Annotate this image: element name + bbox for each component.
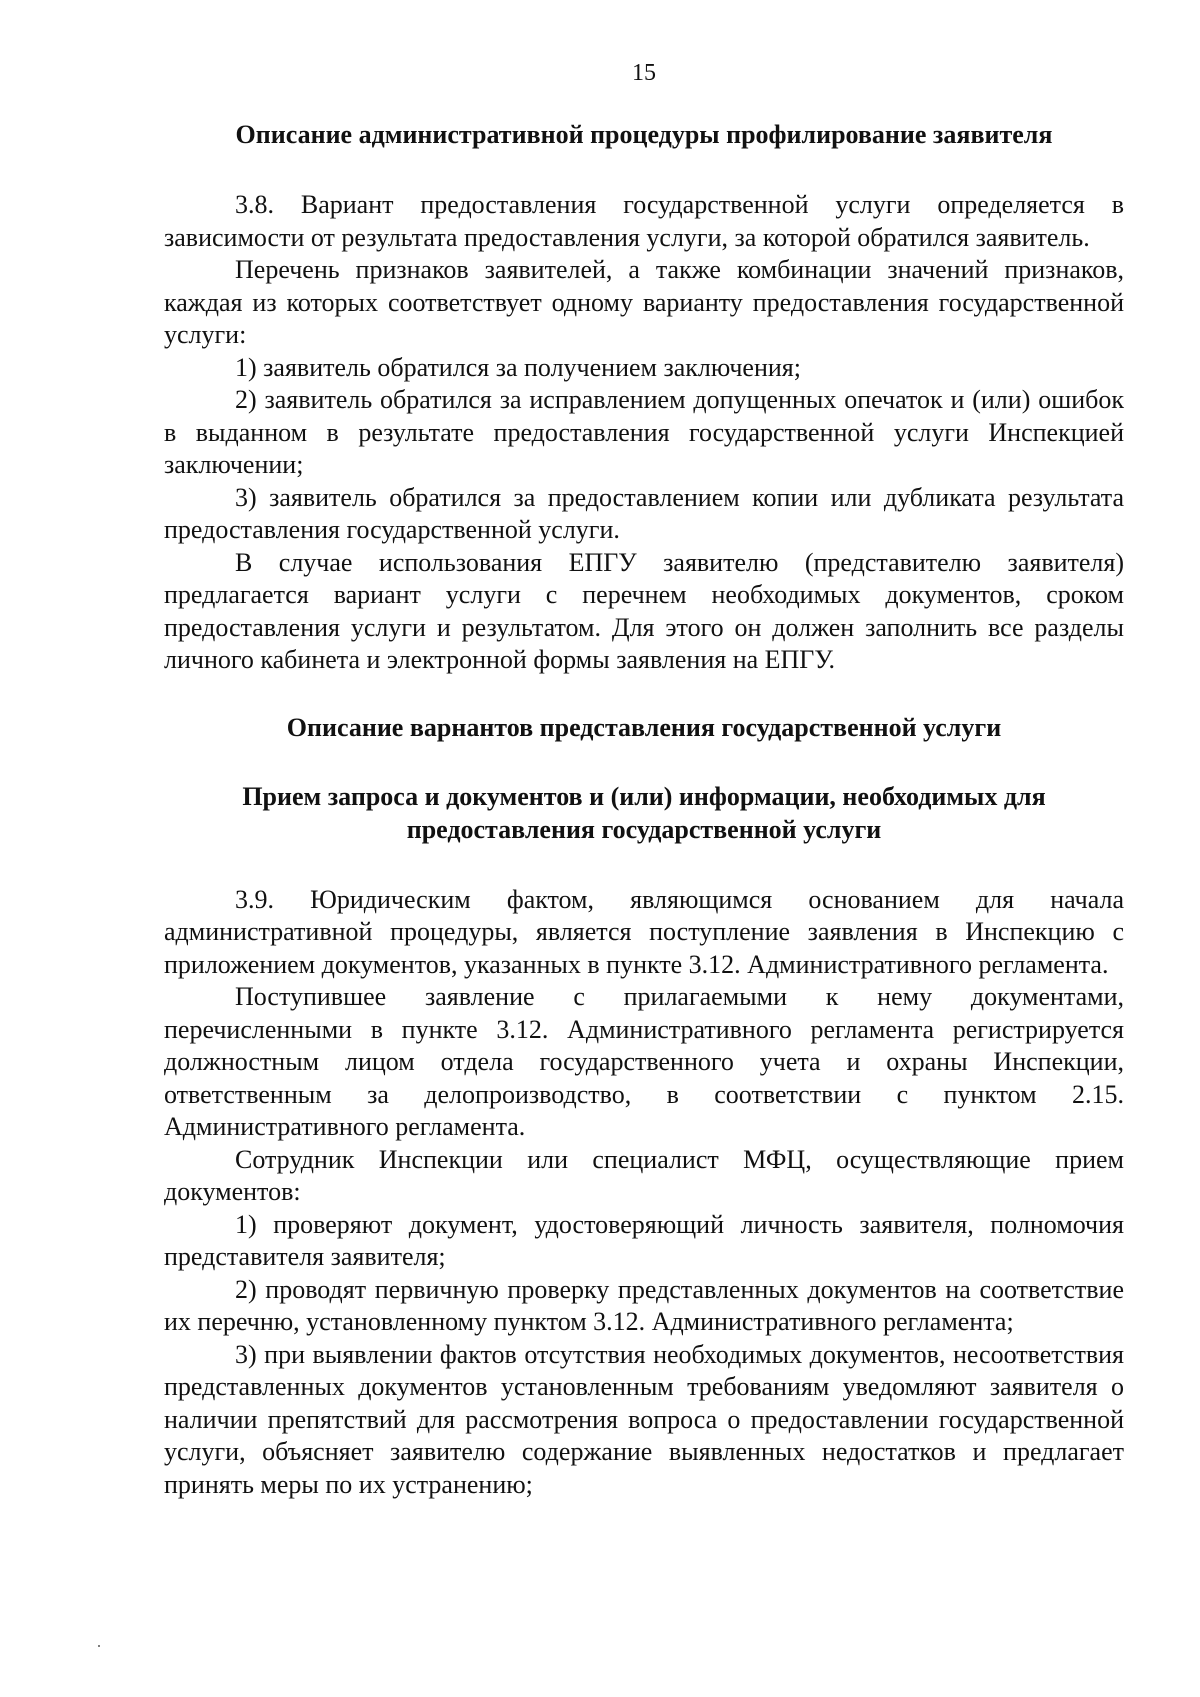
paragraph-epgu: В случае использования ЕПГУ заявителю (представителю заявителя) предлагается вариант услуги с перечнем необходимых документов, сроком предоставления услуги и результатом. Для этого он должен заполнить все разделы личного кабинета и электронной формы заявления на ЕПГУ. [164,547,1124,674]
paragraph-registration: Поступившее заявление с прилагаемыми к нему документами, перечисленными в пункте 3.12. Административного регламента регистрируется должностным лицом отдела государственного учета и охраны Инспекции, ответственным за делопроизводство, в соответствии с пунктом 2.15. Административного регламента. [164,982,1124,1141]
list-item-deficiencies: 3) при выявлении фактов отсутствия необходимых документов, несоответствия представленных документов установленным требованиям уведомляют заявителя о наличии препятствий для рассмотрения вопроса о предоставлении государственной услуги, объясняет заявителю содержание выявленных недостатков и предлагает принять меры по их устранению; [164,1339,1124,1499]
section-profiling [164,189,1124,677]
heading-service-variants: Описание варнантов представления государственной услуги [286,712,1002,742]
list-item-3: 3) заявитель обратился за предоставлением копии или дубликата результата предоставления государственной услуги. [164,482,1124,544]
list-item-1: 1) заявитель обратился за получением заключения; [235,352,801,382]
scan-speck [98,1645,100,1647]
heading-profiling-procedure: Описание административной процедуры профилирование заявителя [235,120,1053,149]
list-item-2: 2) заявитель обратился за исправлением допущенных опечаток и (или) ошибок в выданном в результате предоставления государственной услуги Инспекцией заключении; [164,385,1124,479]
heading-request-reception: Прием запроса и документов и (или) информации, необходимых для предоставления государственной услуги [242,781,1046,844]
paragraph-staff: Сотрудник Инспекции или специалист МФЦ, осуществляющие прием документов: [164,1144,1124,1206]
page-number: 15 [632,60,656,86]
list-item-check-identity: 1) проверяют документ, удостоверяющий личность заявителя, полномочия представителя заявителя; [164,1209,1124,1271]
paragraph-criteria-list: Перечень признаков заявителей, а также комбинации значений признаков, каждая из которых соответствует одному варианту предоставления государственной услуги: [164,255,1124,349]
section-reception [164,884,1124,1502]
paragraph-3-9: 3.9. Юридическим фактом, являющимся основанием для начала административной процедуры, является поступление заявления в Инспекцию с приложением документов, указанных в пункте 3.12. Административного регламента. [164,884,1124,979]
paragraph-3-8: 3.8. Вариант предоставления государственной услуги определяется в зависимости от результата предоставления услуги, за которой обратился заявитель. [164,190,1124,252]
list-item-primary-check: 2) проводят первичную проверку представленных документов на соответствие их перечню, установленному пунктом 3.12. Административного регламента; [164,1274,1124,1336]
